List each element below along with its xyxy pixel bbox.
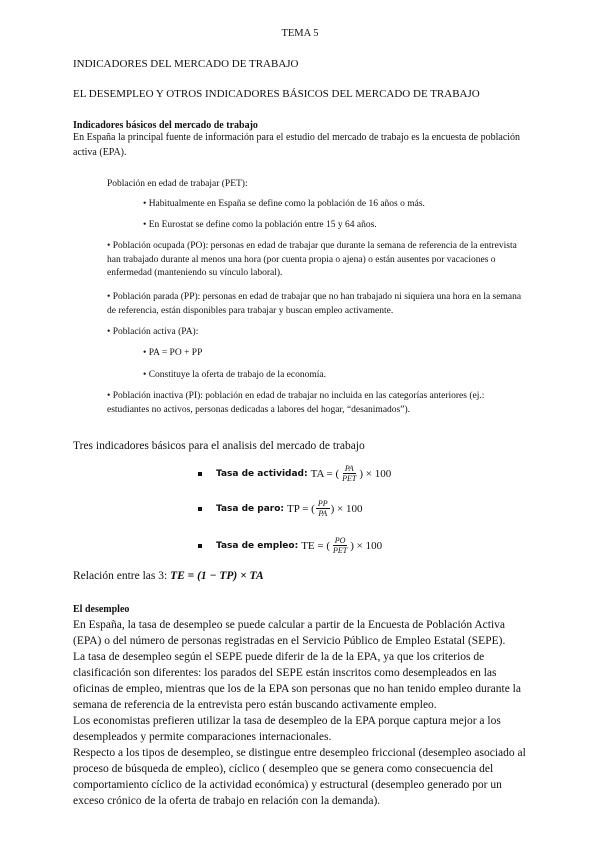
relation-formula: TE = (1 − TP) × TA bbox=[170, 570, 264, 582]
paragraph: La tasa de desempleo según el SEPE puede diferir de la de la EPA, ya que los criterios de clasificación son diferentes: los parados del SEPE están inscritos como desempleados en las oficinas de empleo, mientras que los de la EPA son personas que no han tenido empleo durante la semana de referencia de la entrevista pero están buscando activamente empleo. bbox=[73, 651, 521, 711]
subsection-heading: Indicadores básicos del mercado de trabajo bbox=[73, 120, 258, 131]
square-bullet-icon bbox=[198, 507, 202, 511]
pet-bullet: • En Eurostat se define como la población entre 15 y 64 años. bbox=[143, 220, 377, 230]
subsection-heading: El desempleo bbox=[73, 604, 130, 615]
document-header: TEMA 5 bbox=[281, 28, 319, 39]
po-paragraph: • Población ocupada (PO): personas en edad de trabajar que durante la semana de referencia de la entrevista han trabajado durante al menos una hora (por cuenta propia o ajena) o están ausentes por vacaciones o enfermedad (manteniendo su vínculo laboral). bbox=[107, 241, 517, 278]
relation-line: Relación entre las 3: TE = (1 − TP) × TA bbox=[73, 570, 264, 582]
section-title: EL DESEMPLEO Y OTROS INDICADORES BÁSICOS DEL MERCADO DE TRABAJO bbox=[73, 88, 480, 100]
pa-label: • Población activa (PA): bbox=[107, 327, 199, 337]
desempleo-text bbox=[73, 617, 533, 809]
square-bullet-icon bbox=[198, 472, 202, 476]
pi-paragraph: • Población inactiva (PI): población en edad de trabajar no incluida en las categorías anteriores (ej.: estudiantes no activos, personas dedicadas a labores del hogar, “desanimados”). bbox=[107, 391, 485, 415]
square-bullet-icon bbox=[198, 544, 202, 548]
pa-bullet: • Constituye la oferta de trabajo de la economía. bbox=[143, 370, 326, 380]
paragraph: Los economistas prefieren utilizar la tasa de desempleo de la EPA porque captura mejor a los desempleados y permite comparaciones internacionales. bbox=[73, 715, 501, 743]
intro-paragraph: En España la principal fuente de información para el estudio del mercado de trabajo es la encuesta de población activa (EPA). bbox=[73, 132, 521, 158]
formula-tasa-paro: Tasa de paro: TP = ( $\frac{PP}{PA}$ ) × 100 bbox=[198, 499, 363, 518]
pet-label: Población en edad de trabajar (PET): bbox=[107, 179, 248, 189]
pp-paragraph: • Población parada (PP): personas en edad de trabajar que no han trabajado ni siquiera una hora en la semana de referencia, están disponibles para trabajar y buscan empleo activamente. bbox=[107, 292, 522, 316]
pet-bullet: • Habitualmente en España se define como la población de 16 años o más. bbox=[143, 199, 425, 209]
formula-tasa-empleo: Tasa de empleo: TE = ( $\frac{PO}{\text{PET}}$ ) × 100 bbox=[198, 536, 382, 555]
indicators-intro: Tres indicadores básicos para el analisis del mercado de trabajo bbox=[73, 440, 365, 452]
paragraph: En España, la tasa de desempleo se puede calcular a partir de la Encuesta de Población Activa (EPA) o del número de personas registradas en el Servicio Público de Empleo Estatal (SEPE). bbox=[73, 619, 506, 647]
pa-bullet: • PA = PO + PP bbox=[143, 348, 203, 358]
paragraph: Respecto a los tipos de desempleo, se distingue entre desempleo friccional (desempleo asociado al proceso de búsqueda de empleo), cíclico ( desempleo que se genera como consecuencia del comportamiento cíclico de la actividad económica) y estructural (desempleo generado por un exceso crónico de la oferta de trabajo en relación con la demanda). bbox=[73, 747, 526, 807]
formula-tasa-actividad: Tasa de actividad: TA = ( $\frac{PA}{\text{PET}}$ ) × 100 bbox=[198, 464, 391, 483]
document-title: INDICADORES DEL MERCADO DE TRABAJO bbox=[73, 58, 299, 70]
